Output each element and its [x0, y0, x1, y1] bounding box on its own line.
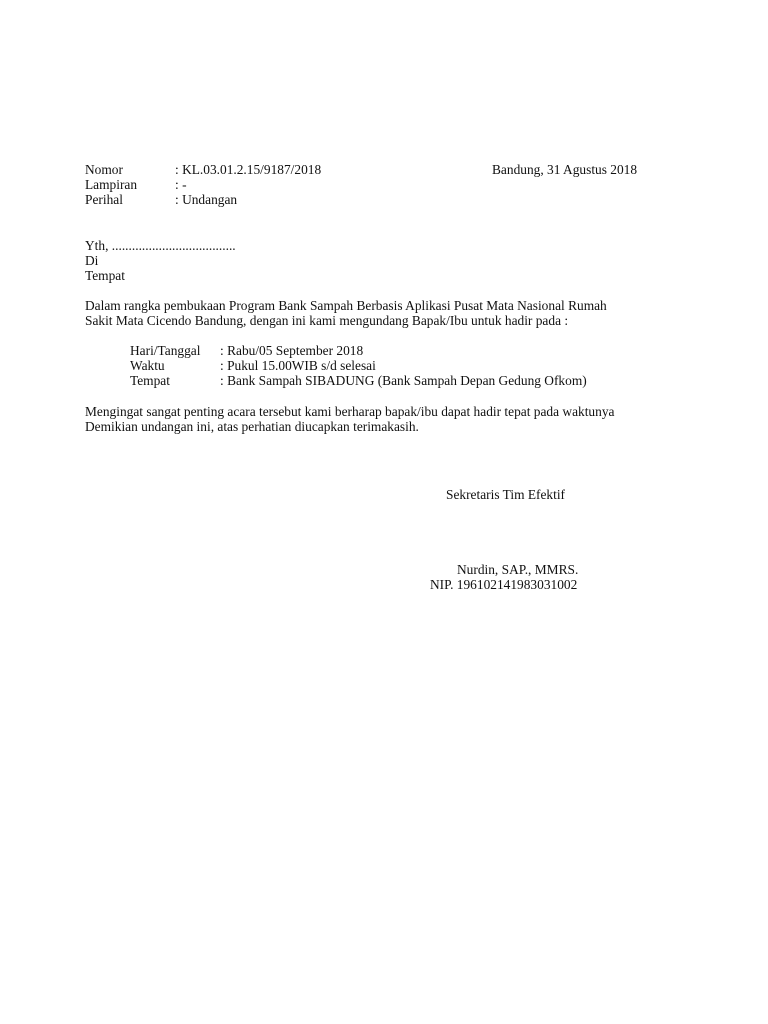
closing-paragraph-line: Demikian undangan ini, atas perhatian diucapkan terimakasih.	[85, 419, 419, 434]
detail-label: Waktu	[130, 358, 165, 373]
place-date: Bandung, 31 Agustus 2018	[492, 162, 638, 177]
signatory-nip: NIP. 196102141983031002	[430, 577, 578, 592]
detail-row-time	[130, 358, 376, 373]
recipient-line: Yth, .....................................	[85, 238, 236, 253]
body-paragraph-line: Dalam rangka pembukaan Program Bank Sampah Berbasis Aplikasi Pusat Mata Nasional Rumah	[85, 298, 607, 313]
recipient-tempat: Tempat	[85, 268, 125, 283]
lampiran-label: Lampiran	[85, 177, 138, 192]
signatory-position: Sekretaris Tim Efektif	[446, 487, 566, 502]
nomor-row	[85, 162, 321, 177]
closing-paragraph-line: Mengingat sangat penting acara tersebut kami berharap bapak/ibu dapat hadir tepat pada waktunya	[85, 404, 615, 419]
recipient-di: Di	[85, 253, 99, 268]
detail-value: : Pukul 15.00WIB s/d selesai	[220, 358, 376, 373]
nomor-label: Nomor	[85, 162, 123, 177]
detail-value: : Rabu/05 September 2018	[220, 343, 364, 358]
detail-row-date	[130, 343, 363, 358]
detail-value: : Bank Sampah SIBADUNG (Bank Sampah Depan Gedung Ofkom)	[220, 373, 587, 388]
signatory-name: Nurdin, SAP., MMRS.	[457, 562, 579, 577]
perihal-label: Perihal	[85, 192, 123, 207]
detail-label: Hari/Tanggal	[130, 343, 201, 358]
perihal-value: : Undangan	[175, 192, 238, 207]
lampiran-value: : -	[175, 177, 187, 192]
lampiran-row	[85, 177, 187, 192]
detail-row-place	[130, 373, 587, 388]
nomor-value: : KL.03.01.2.15/9187/2018	[175, 162, 322, 177]
perihal-row	[85, 192, 237, 207]
body-paragraph-line: Sakit Mata Cicendo Bandung, dengan ini kami mengundang Bapak/Ibu untuk hadir pada :	[85, 313, 569, 328]
detail-label: Tempat	[130, 373, 170, 388]
